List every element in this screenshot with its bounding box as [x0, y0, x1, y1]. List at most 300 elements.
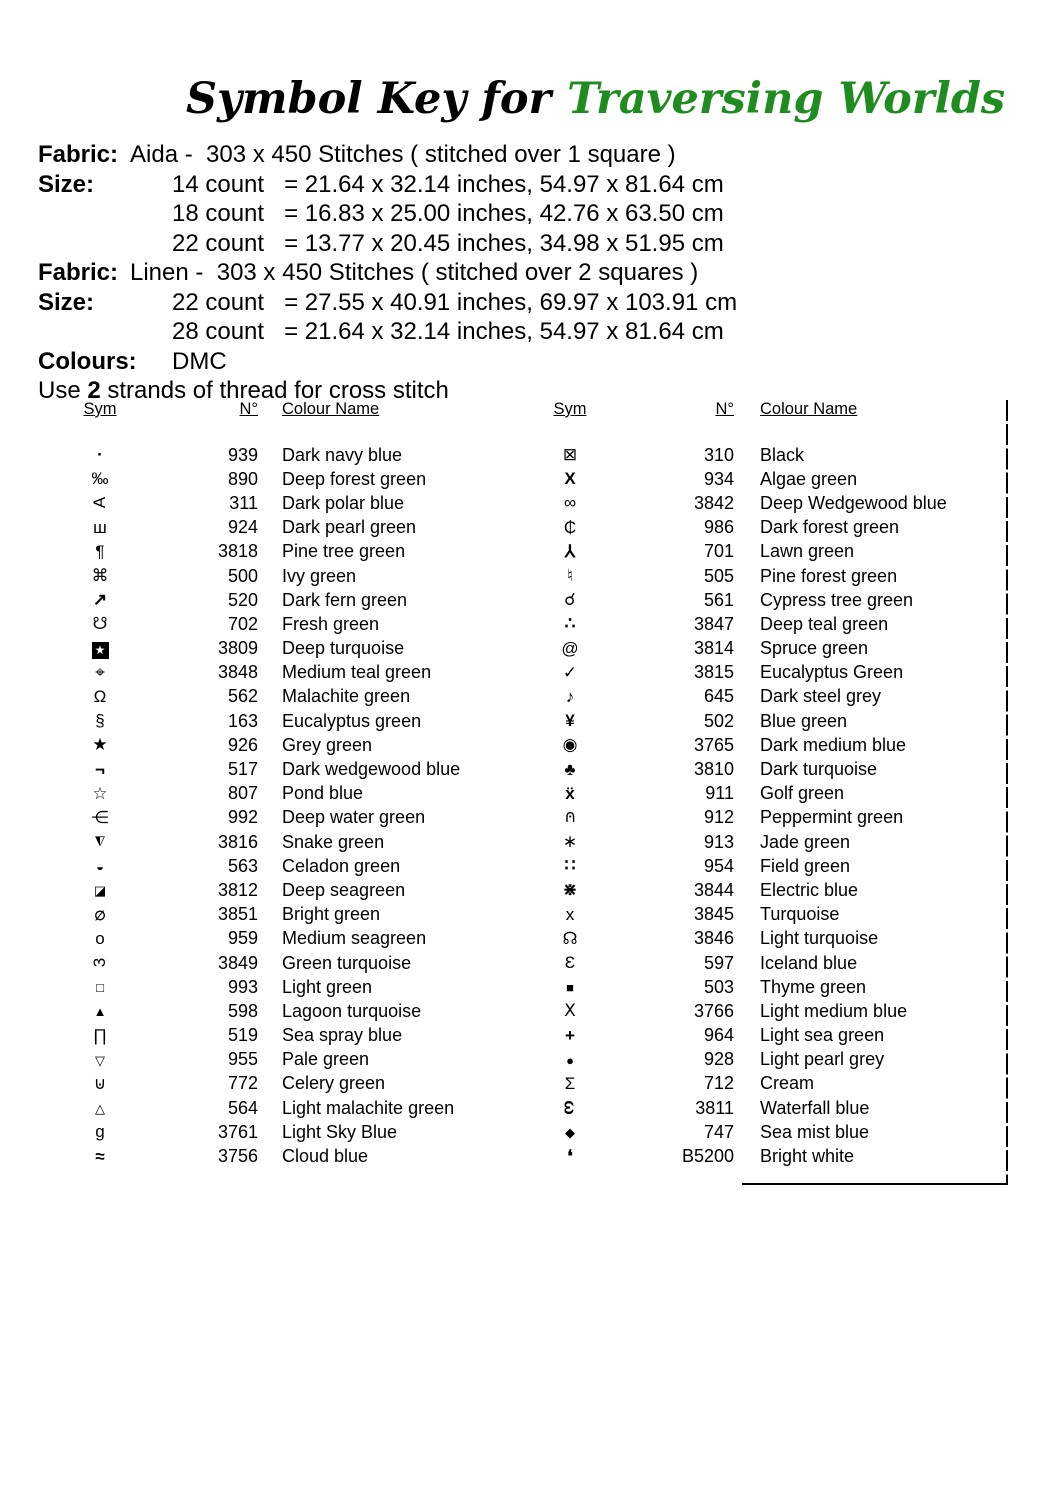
- dmc-number-cell: 645: [703, 686, 734, 707]
- size-line-aida-14: [38, 170, 737, 200]
- colour-name-cell: Eucalyptus green: [282, 710, 422, 731]
- strands-count: 2: [87, 377, 101, 404]
- stitch-symbol-icon: +: [565, 1025, 575, 1045]
- table-row: [540, 1144, 1006, 1168]
- stitch-symbol-icon: ∷: [564, 856, 576, 876]
- stitch-symbol-icon: ·: [97, 445, 103, 465]
- table-header: [540, 400, 1006, 443]
- table-bottom-border-line: [742, 1183, 1008, 1185]
- size-line-linen-28: [38, 317, 737, 347]
- dmc-number-cell: 503: [703, 976, 734, 997]
- symbol-cell: [70, 663, 130, 683]
- table-row: [70, 1048, 500, 1072]
- table-body-left: [70, 443, 500, 1169]
- dmc-number-cell: 911: [705, 783, 734, 804]
- symbol-cell: [540, 445, 600, 465]
- stitch-symbol-icon: Ω: [93, 686, 107, 706]
- table-row: [70, 854, 500, 878]
- stitch-symbol-icon: ⊠: [562, 445, 578, 465]
- dmc-number-cell: 3811: [695, 1097, 734, 1118]
- table-row: [70, 806, 500, 830]
- table-row: [540, 757, 1006, 781]
- table-row: [540, 999, 1006, 1023]
- table-row: [540, 830, 1006, 854]
- stitch-symbol-icon: ✓: [562, 662, 578, 682]
- colour-name-cell: Cypress tree green: [760, 589, 914, 610]
- table-row: [540, 903, 1006, 927]
- table-row: [70, 1024, 500, 1048]
- dmc-number-cell: 505: [703, 565, 734, 586]
- stitch-symbol-icon: ẍ: [565, 783, 575, 803]
- fabric-label: Fabric:: [38, 259, 119, 286]
- symbol-cell: [70, 905, 130, 925]
- stitch-symbol-icon: ⊍: [563, 807, 577, 827]
- colour-name-cell: Dark steel grey: [760, 686, 882, 707]
- dmc-number-cell: 520: [227, 589, 258, 610]
- dmc-number-cell: 959: [227, 928, 258, 949]
- stitch-symbol-icon: ■: [566, 980, 574, 996]
- stitch-symbol-icon: o: [95, 928, 105, 948]
- dmc-number-cell: 3842: [693, 492, 734, 513]
- stitch-symbol-icon: △: [95, 1101, 105, 1117]
- colour-name-cell: Dark turquoise: [760, 759, 878, 780]
- colour-name-cell: Fresh green: [282, 613, 380, 634]
- stitch-symbol-icon: ⊍: [93, 1073, 107, 1093]
- table-row: [70, 733, 500, 757]
- table-row: [540, 1096, 1006, 1120]
- symbol-cell: [70, 493, 130, 513]
- colour-name-cell: Eucalyptus Green: [760, 662, 904, 683]
- dmc-number-cell: 3761: [217, 1121, 258, 1142]
- colour-name-cell: Light sea green: [760, 1025, 885, 1046]
- colour-name-cell: Deep forest green: [282, 468, 427, 489]
- table-row: [70, 782, 500, 806]
- dmc-number-cell: 598: [227, 1000, 258, 1021]
- colour-name-cell: Dark wedgewood blue: [282, 759, 461, 780]
- dmc-number-cell: 964: [703, 1025, 734, 1046]
- page-title: [186, 74, 1005, 124]
- fabric-label: Fabric:: [38, 141, 119, 168]
- colour-name-cell: Deep turquoise: [282, 638, 405, 659]
- table-row: [540, 878, 1006, 902]
- colour-name-cell: Light malachite green: [282, 1097, 455, 1118]
- dmc-number-cell: 772: [227, 1073, 258, 1094]
- stitch-symbol-icon: Ⅹ: [564, 1001, 576, 1021]
- colour-name-cell: Waterfall blue: [760, 1097, 870, 1118]
- dmc-number-cell: 702: [227, 613, 258, 634]
- size-line-aida-22: [38, 229, 737, 259]
- stitch-symbol-icon: ♪: [565, 686, 575, 706]
- colour-name-cell: Lawn green: [760, 541, 855, 562]
- colour-name-cell: Field green: [760, 855, 851, 876]
- colour-name-cell: Bright white: [760, 1146, 855, 1167]
- table-row: [540, 927, 1006, 951]
- stitch-symbol-icon: ◒: [96, 859, 104, 875]
- symbol-cell: [540, 663, 600, 683]
- colour-name-cell: Thyme green: [760, 976, 867, 997]
- colour-name-cell: Dark fern green: [282, 589, 408, 610]
- fabric-value: Linen - 303 x 450 Stitches ( stitched over 2 squares ): [130, 259, 699, 286]
- dmc-number-cell: 701: [703, 541, 734, 562]
- dmc-number-cell: 890: [227, 468, 258, 489]
- table-row: [70, 491, 500, 515]
- dmc-number-cell: 924: [227, 517, 258, 538]
- table-row: [540, 1120, 1006, 1144]
- colour-name-cell: Dark navy blue: [282, 444, 403, 465]
- colour-name-cell: Light green: [282, 976, 373, 997]
- colour-name-cell: Snake green: [282, 831, 385, 852]
- colour-name-cell: Cream: [760, 1073, 815, 1094]
- stitch-symbol-icon: ⌘: [91, 566, 109, 586]
- colour-name-cell: Medium teal green: [282, 662, 432, 683]
- header-sym: Sym: [553, 400, 587, 418]
- stitch-symbol-icon: ☋: [92, 614, 108, 634]
- dmc-number-cell: 955: [227, 1049, 258, 1070]
- table-row: [70, 709, 500, 733]
- dmc-number-cell: 500: [227, 565, 258, 586]
- symbol-cell: [540, 977, 600, 997]
- colour-name-cell: Black: [760, 444, 805, 465]
- dmc-number-cell: 517: [227, 759, 258, 780]
- dmc-number-cell: 3818: [217, 541, 258, 562]
- stitch-symbol-icon: ≈: [95, 1146, 105, 1166]
- dmc-number-cell: 3815: [693, 662, 734, 683]
- table-row: [540, 951, 1006, 975]
- colours-line: [38, 347, 737, 377]
- colour-name-cell: Deep Wedgewood blue: [760, 492, 947, 513]
- dmc-number-cell: 3766: [693, 1000, 734, 1021]
- stitch-symbol-icon: ●: [566, 1052, 574, 1068]
- pattern-info-block: [38, 140, 737, 406]
- stitch-symbol-icon: ★: [92, 735, 108, 755]
- table-row: [70, 612, 500, 636]
- symbol-cell: [540, 832, 600, 852]
- symbol-cell: [540, 929, 600, 949]
- table-row: [70, 999, 500, 1023]
- symbol-cell: [70, 977, 130, 997]
- dmc-number-cell: 3765: [693, 734, 734, 755]
- table-row: [70, 1096, 500, 1120]
- dmc-number-cell: 992: [227, 807, 258, 828]
- dmc-number-cell: 310: [703, 444, 734, 465]
- stitch-symbol-icon: ▲: [93, 1004, 107, 1020]
- symbol-cell: [540, 953, 600, 973]
- size-line-linen-22: [38, 288, 737, 318]
- stitch-symbol-icon: ¥: [565, 711, 575, 731]
- dmc-number-cell: 597: [703, 952, 734, 973]
- stitch-symbol-icon: ☊: [562, 928, 578, 948]
- symbol-cell: [70, 614, 130, 634]
- colour-name-cell: Celadon green: [282, 855, 401, 876]
- colour-name-cell: Pale green: [282, 1049, 370, 1070]
- stitch-symbol-icon: ∴: [564, 614, 576, 634]
- dmc-number-cell: 3814: [693, 638, 734, 659]
- symbol-cell: [540, 856, 600, 876]
- symbol-cell: [540, 711, 600, 731]
- colour-name-cell: Pond blue: [282, 783, 364, 804]
- symbol-cell: [540, 1050, 600, 1070]
- dmc-number-cell: 3816: [217, 831, 258, 852]
- stitch-symbol-icon: ↗: [92, 590, 108, 610]
- table-row: [70, 540, 500, 564]
- table-row: [70, 1120, 500, 1144]
- symbol-cell: [70, 880, 130, 900]
- symbol-cell: [70, 735, 130, 755]
- symbol-cell: [540, 469, 600, 489]
- stitch-symbol-icon: ☆: [92, 783, 108, 803]
- stitch-symbol-icon: ◆: [565, 1125, 575, 1141]
- symbol-cell: [70, 1001, 130, 1021]
- table-row: [70, 637, 500, 661]
- table-row: [70, 564, 500, 588]
- symbol-cell: [70, 760, 130, 780]
- table-row: [70, 516, 500, 540]
- stitch-symbol-icon: ♣: [564, 759, 576, 779]
- table-row: [540, 1024, 1006, 1048]
- stitch-symbol-icon: ¬: [95, 759, 105, 779]
- stitch-symbol-icon: A: [90, 497, 110, 509]
- dmc-number-cell: 3847: [693, 613, 734, 634]
- symbol-cell: [70, 469, 130, 489]
- size-value: 18 count = 16.83 x 25.00 inches, 42.76 x 63.50 cm: [172, 200, 724, 227]
- symbol-cell: [540, 905, 600, 925]
- symbol-cell: [540, 1147, 600, 1167]
- size-label: Size:: [38, 288, 95, 316]
- dmc-number-cell: 3756: [217, 1146, 258, 1167]
- stitch-symbol-icon: ш: [93, 517, 107, 537]
- colour-name-cell: Algae green: [760, 468, 858, 489]
- dmc-number-cell: 3851: [217, 904, 258, 925]
- stitch-symbol-icon: □: [96, 980, 104, 996]
- colour-name-cell: Dark medium blue: [760, 734, 907, 755]
- symbol-cell: [70, 1050, 130, 1070]
- stitch-symbol-icon: ▽: [95, 1052, 105, 1068]
- stitch-symbol-icon: @: [561, 638, 579, 658]
- symbol-cell: [540, 880, 600, 900]
- stitch-symbol-icon: ◮: [95, 835, 105, 851]
- colour-name-cell: Cloud blue: [282, 1146, 369, 1167]
- table-row: [540, 782, 1006, 806]
- colour-name-cell: Jade green: [760, 831, 851, 852]
- symbol-cell: [70, 784, 130, 804]
- symbol-cell: [540, 735, 600, 755]
- dmc-number-cell: 926: [227, 734, 258, 755]
- colour-name-cell: Dark pearl green: [282, 517, 417, 538]
- symbol-cell: [70, 518, 130, 538]
- colour-name-cell: Pine tree green: [282, 541, 406, 562]
- colour-name-cell: Sea spray blue: [282, 1025, 403, 1046]
- stitch-symbol-icon: ⅄: [564, 541, 576, 561]
- table-row: [70, 443, 500, 467]
- symbol-cell: [540, 1026, 600, 1046]
- colour-name-cell: Blue green: [760, 710, 848, 731]
- symbol-cell: [540, 760, 600, 780]
- symbol-cell: [70, 711, 130, 731]
- table-row: [70, 467, 500, 491]
- colour-name-cell: Spruce green: [760, 638, 869, 659]
- dmc-number-cell: 807: [227, 783, 258, 804]
- stitch-symbol-icon: g: [95, 1122, 105, 1142]
- table-row: [540, 709, 1006, 733]
- symbol-cell: [540, 566, 600, 586]
- dmc-number-cell: 562: [227, 686, 258, 707]
- stitch-symbol-icon: ∏: [93, 1025, 107, 1045]
- header-colour-name: Colour Name: [760, 400, 858, 418]
- colour-name-cell: Grey green: [282, 734, 373, 755]
- colour-name-cell: Deep teal green: [760, 613, 889, 634]
- dmc-number-cell: 993: [227, 976, 258, 997]
- dmc-number-cell: 939: [227, 444, 258, 465]
- table-row: [70, 1072, 500, 1096]
- symbol-cell: [70, 808, 130, 828]
- colour-name-cell: Medium seagreen: [282, 928, 427, 949]
- symbol-cell: [540, 493, 600, 513]
- table-row: [540, 467, 1006, 491]
- page-title-prefix: Symbol Key for: [186, 74, 552, 124]
- colour-name-cell: Sea mist blue: [760, 1121, 870, 1142]
- table-row: [70, 830, 500, 854]
- symbol-cell: [70, 639, 130, 659]
- symbol-cell: [540, 542, 600, 562]
- stitch-symbol-icon: ◉: [562, 735, 578, 755]
- table-row: [540, 588, 1006, 612]
- colour-name-cell: Light Sky Blue: [282, 1121, 398, 1142]
- stitch-symbol-icon: ♮: [566, 566, 574, 586]
- table-row: [70, 927, 500, 951]
- dmc-number-cell: 3809: [217, 638, 258, 659]
- strands-prefix: Use: [38, 377, 88, 404]
- dmc-number-cell: 519: [227, 1025, 258, 1046]
- stitch-symbol-icon: §: [95, 711, 105, 731]
- symbol-cell: [70, 1098, 130, 1118]
- table-row: [540, 1072, 1006, 1096]
- dmc-number-cell: 564: [227, 1097, 258, 1118]
- dmc-number-cell: 3845: [693, 904, 734, 925]
- stitch-symbol-icon: Ɛ: [564, 953, 576, 973]
- dmc-number-cell: 928: [703, 1049, 734, 1070]
- dmc-number-cell: 954: [703, 855, 734, 876]
- colour-name-cell: Light pearl grey: [760, 1049, 885, 1070]
- dmc-number-cell: 913: [703, 831, 734, 852]
- size-value: 22 count = 27.55 x 40.91 inches, 69.97 x 103.91 cm: [172, 288, 738, 316]
- stitch-symbol-icon: ¶: [95, 541, 105, 561]
- table-header: [70, 400, 500, 443]
- header-number: N°: [239, 400, 258, 418]
- symbol-cell: [70, 590, 130, 610]
- dmc-number-cell: 163: [227, 710, 258, 731]
- table-row: [70, 757, 500, 781]
- symbol-cell: [540, 1122, 600, 1142]
- table-row: [540, 661, 1006, 685]
- colour-name-cell: Malachite green: [282, 686, 411, 707]
- size-value: 14 count = 21.64 x 32.14 inches, 54.97 x 81.64 cm: [172, 170, 724, 198]
- table-row: [540, 854, 1006, 878]
- stitch-symbol-icon: ∅: [94, 907, 106, 923]
- symbol-cell: [70, 929, 130, 949]
- stitch-symbol-icon: ★: [92, 642, 109, 659]
- size-label: Size:: [38, 170, 95, 198]
- table-row: [540, 564, 1006, 588]
- header-sym: Sym: [83, 400, 117, 418]
- dmc-number-cell: 3844: [693, 879, 734, 900]
- colour-name-cell: Pine forest green: [760, 565, 898, 586]
- table-row: [540, 637, 1006, 661]
- table-row: [70, 878, 500, 902]
- table-right-border-line: [1006, 400, 1008, 1184]
- symbol-cell: [70, 1026, 130, 1046]
- header-colour-name: Colour Name: [282, 400, 380, 418]
- symbol-cell: [70, 1122, 130, 1142]
- dmc-number-cell: 934: [703, 468, 734, 489]
- stitch-symbol-icon: Σ: [564, 1073, 576, 1093]
- dmc-number-cell: 563: [227, 855, 258, 876]
- table-row: [540, 1048, 1006, 1072]
- table-row: [540, 516, 1006, 540]
- table-row: [540, 612, 1006, 636]
- stitch-symbol-icon: ∗: [562, 832, 578, 852]
- symbol-cell: [540, 590, 600, 610]
- symbol-cell: [540, 614, 600, 634]
- fabric-line-aida: [38, 140, 737, 170]
- symbol-cell: [540, 1098, 600, 1118]
- dmc-number-cell: 912: [703, 807, 734, 828]
- table-row: [70, 903, 500, 927]
- colour-name-cell: Iceland blue: [760, 952, 858, 973]
- fabric-value: Aida - 303 x 450 Stitches ( stitched over 1 square ): [130, 141, 676, 168]
- colour-name-cell: Deep water green: [282, 807, 426, 828]
- colour-name-cell: Turquoise: [760, 904, 840, 925]
- dmc-number-cell: 3846: [693, 928, 734, 949]
- stitch-symbol-icon: x: [565, 904, 575, 924]
- table-row: [540, 806, 1006, 830]
- table-row: [540, 443, 1006, 467]
- stitch-symbol-icon: X: [564, 469, 576, 489]
- colour-name-cell: Peppermint green: [760, 807, 904, 828]
- colour-name-cell: Electric blue: [760, 879, 859, 900]
- stitch-symbol-icon: ‰: [91, 469, 109, 489]
- symbol-cell: [70, 1147, 130, 1167]
- dmc-number-cell: 747: [703, 1121, 734, 1142]
- symbol-cell: [540, 518, 600, 538]
- dmc-number-cell: B5200: [681, 1146, 734, 1167]
- symbol-table-left: [70, 400, 500, 1169]
- table-row: [70, 588, 500, 612]
- stitch-symbol-icon: ☌: [564, 590, 576, 610]
- dmc-number-cell: 3848: [217, 662, 258, 683]
- colour-name-cell: Golf green: [760, 783, 845, 804]
- table-row: [540, 540, 1006, 564]
- table-row: [540, 685, 1006, 709]
- dmc-number-cell: 3849: [217, 952, 258, 973]
- colour-name-cell: Celery green: [282, 1073, 386, 1094]
- symbol-cell: [540, 687, 600, 707]
- size-line-aida-18: [38, 199, 737, 229]
- table-row: [540, 733, 1006, 757]
- symbol-cell: [70, 542, 130, 562]
- stitch-symbol-icon: ⋲: [91, 807, 109, 827]
- dmc-number-cell: 561: [703, 589, 734, 610]
- stitch-symbol-icon: ∞: [563, 493, 577, 513]
- stitch-symbol-icon: ⋇: [562, 880, 578, 900]
- size-value: 22 count = 13.77 x 20.45 inches, 34.98 x 51.95 cm: [172, 229, 724, 257]
- size-value: 28 count = 21.64 x 32.14 inches, 54.97 x 81.64 cm: [172, 318, 724, 345]
- symbol-cell: [70, 445, 130, 465]
- dmc-number-cell: 502: [703, 710, 734, 731]
- symbol-cell: [70, 687, 130, 707]
- table-row: [540, 491, 1006, 515]
- dmc-number-cell: 3810: [693, 759, 734, 780]
- colour-name-cell: Light medium blue: [760, 1000, 908, 1021]
